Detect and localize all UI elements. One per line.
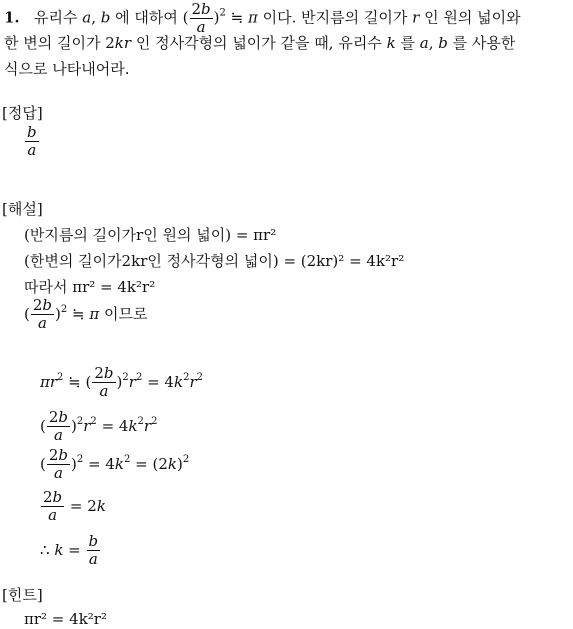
solution-line-1: (반지름의 길이가r인 원의 넓이) = πr² xyxy=(24,226,277,244)
derivation-step-4: $\frac{2b}{a}$ = 2k xyxy=(43,488,106,525)
problem-text-f: 인 정사각형의 넓이가 같을 때, 유리수 xyxy=(135,34,382,52)
problem-line-3: 식으로 나타내어라. xyxy=(4,60,130,78)
hint-text: πr² = 4k²r² xyxy=(24,610,107,628)
solution-line-4: ( $\frac{2b}{a}$ )$^2$ ≒ π 이므로 xyxy=(24,296,148,333)
hint-heading: [힌트] xyxy=(2,586,43,604)
problem-text-a: 유리수 xyxy=(33,8,78,27)
solution-line-4-tail: 이므로 xyxy=(104,305,148,323)
answer-denominator: a xyxy=(27,140,37,159)
answer-fraction xyxy=(24,125,40,158)
derivation-step-2: ( $\frac{2b}{a}$ )$^2r^2 = 4k^2r^2$ xyxy=(40,408,158,445)
derivation-step-3: ( $\frac{2b}{a}$ )$^2 = 4k^2 = (2k)^2$ xyxy=(40,446,190,483)
problem-number: 1. xyxy=(4,8,20,27)
derivation-step-5: ∴ k = $\frac{b}{a}$ xyxy=(40,532,99,569)
problem-text-d: 인 원의 넓이와 xyxy=(424,8,521,27)
answer-numerator: b xyxy=(27,123,37,141)
problem-text-h: 를 사용한 xyxy=(452,34,516,52)
problem-line-1: 1. 유리수 a, b 에 대하여 ( $\frac{2b}{a}$ )$^2$ ≒ π 이다. 반지름의 길이가 r 인 원의 넓이와 xyxy=(4,0,521,36)
problem-text-e: 한 변의 길이가 xyxy=(4,34,101,52)
problem-text-g: 를 xyxy=(400,34,415,52)
derivation-step-1: $\pi r^2$ ≒ ( $\frac{2b}{a}$ )$^2r^2 = 4k^2r^2$ xyxy=(40,364,203,401)
solution-line-3: 따라서 πr² = 4k²r² xyxy=(24,278,156,296)
solution-heading: [해설] xyxy=(2,200,43,218)
problem-line-2: 한 변의 길이가 2kr 인 정사각형의 넓이가 같을 때, 유리수 k 를 a, b 를 사용한 xyxy=(4,34,516,52)
problem-text-c: 이다. 반지름의 길이가 xyxy=(262,8,408,27)
answer-heading: [정답] xyxy=(2,104,43,122)
problem-text-b: 에 대하여 xyxy=(115,8,178,27)
solution-line-2: (한변의 길이가2kr인 정사각형의 넓이) = (2kr)² = 4k²r² xyxy=(24,252,405,270)
